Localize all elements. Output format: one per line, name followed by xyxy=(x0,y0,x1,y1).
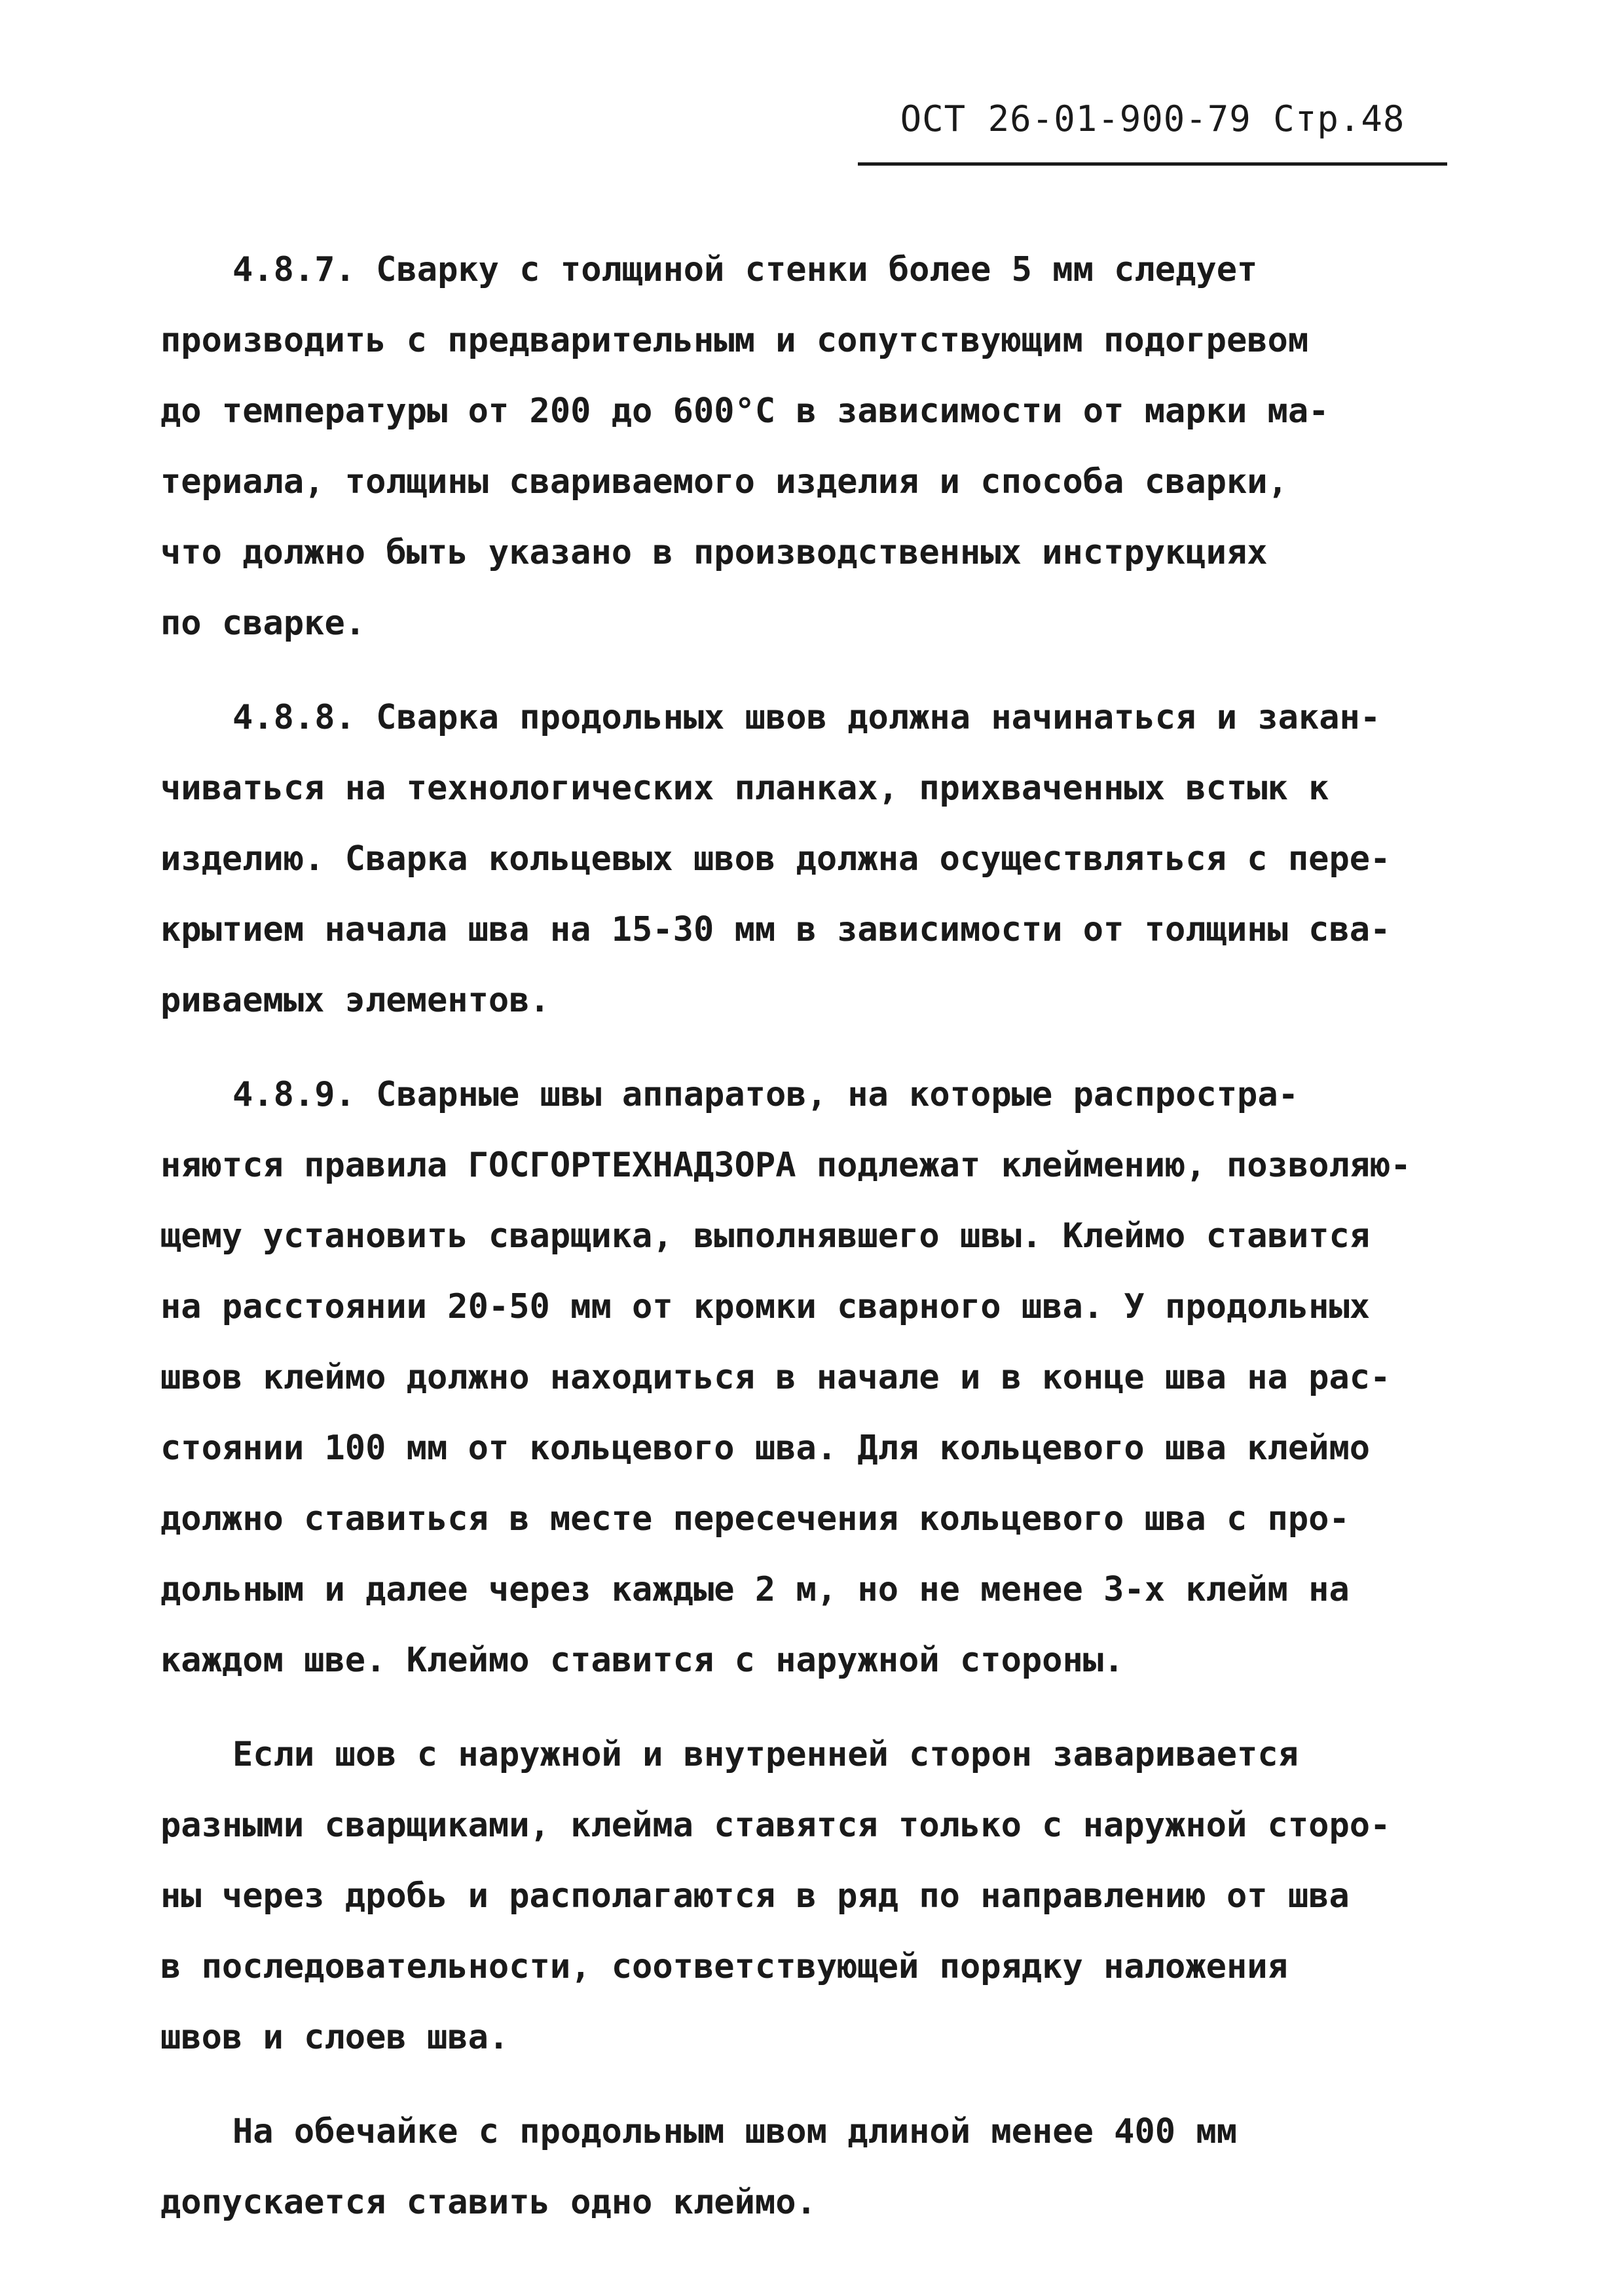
text-line: на расстоянии 20-50 мм от кромки сварного шва. У продольных xyxy=(160,1287,1371,1326)
text-line: щему установить сварщика, выполнявшего швы. Клеймо ставится xyxy=(160,1216,1371,1256)
text-line: каждом шве. Клеймо ставится с наружной стороны. xyxy=(160,1641,1124,1680)
text-line: по сварке. xyxy=(160,604,366,643)
paragraph-gap xyxy=(160,1696,1470,1719)
header-rule xyxy=(858,162,1447,166)
text-line: Если шов с наружной и внутренней сторон заваривается xyxy=(232,1735,1299,1774)
paragraph-welders xyxy=(160,1719,1470,2073)
text-line: швов и слоев шва. xyxy=(160,2018,509,2057)
paragraph-4-8-8 xyxy=(160,682,1470,1036)
text-line: швов клеймо должно находиться в начале и в конце шва на рас- xyxy=(160,1358,1391,1397)
text-line: производить с предварительным и сопутствующим подогревом xyxy=(160,321,1309,360)
paragraph-gap xyxy=(160,2073,1470,2096)
text-line: допускается ставить одно клеймо. xyxy=(160,2183,817,2222)
text-line: 4.8.9. Сварные швы аппаратов, на которые распростра- xyxy=(232,1075,1299,1114)
text-line: ны через дробь и располагаются в ряд по направлению от шва xyxy=(160,1876,1350,1916)
text-line: что должно быть указано в производственных инструкциях xyxy=(160,533,1268,572)
text-line: На обечайке с продольным швом длиной менее 400 мм xyxy=(232,2112,1238,2151)
text-line: в последовательности, соответствующей порядку наложения xyxy=(160,1947,1288,1986)
text-line: дольным и далее через каждые 2 м, но не менее 3-х клейм на xyxy=(160,1570,1350,1609)
text-line: должно ставиться в месте пересечения кольцевого шва с про- xyxy=(160,1499,1350,1539)
text-line: териала, толщины свариваемого изделия и способа сварки, xyxy=(160,462,1288,501)
text-line: разными сварщиками, клейма ставятся только с наружной сторо- xyxy=(160,1806,1391,1845)
paragraph-shell xyxy=(160,2096,1470,2238)
text-line: стоянии 100 мм от кольцевого шва. Для кольцевого шва клеймо xyxy=(160,1429,1371,1468)
text-line: риваемых элементов. xyxy=(160,981,550,1020)
paragraph-gap xyxy=(160,1036,1470,1059)
text-line: няются правила ГОСГОРТЕХНАДЗОРА подлежат клеймению, позволяю- xyxy=(160,1146,1411,1185)
text-line: изделию. Сварка кольцевых швов должна осуществляться с пере- xyxy=(160,839,1391,879)
text-line: до температуры от 200 до 600°С в зависимости от марки ма- xyxy=(160,392,1329,431)
paragraph-4-8-7 xyxy=(160,234,1470,659)
document-header: ОСТ 26-01-900-79 Стр.48 xyxy=(900,98,1405,139)
document-body xyxy=(160,234,1470,2238)
text-line: крытием начала шва на 15-30 мм в зависимости от толщины сва- xyxy=(160,910,1391,949)
paragraph-4-8-9 xyxy=(160,1059,1470,1696)
text-line: 4.8.7. Сварку с толщиной стенки более 5 мм следует xyxy=(232,250,1258,289)
paragraph-gap xyxy=(160,659,1470,682)
text-line: 4.8.8. Сварка продольных швов должна начинаться и закан- xyxy=(232,698,1381,737)
text-line: чиваться на технологических планках, прихваченных встык к xyxy=(160,769,1329,808)
